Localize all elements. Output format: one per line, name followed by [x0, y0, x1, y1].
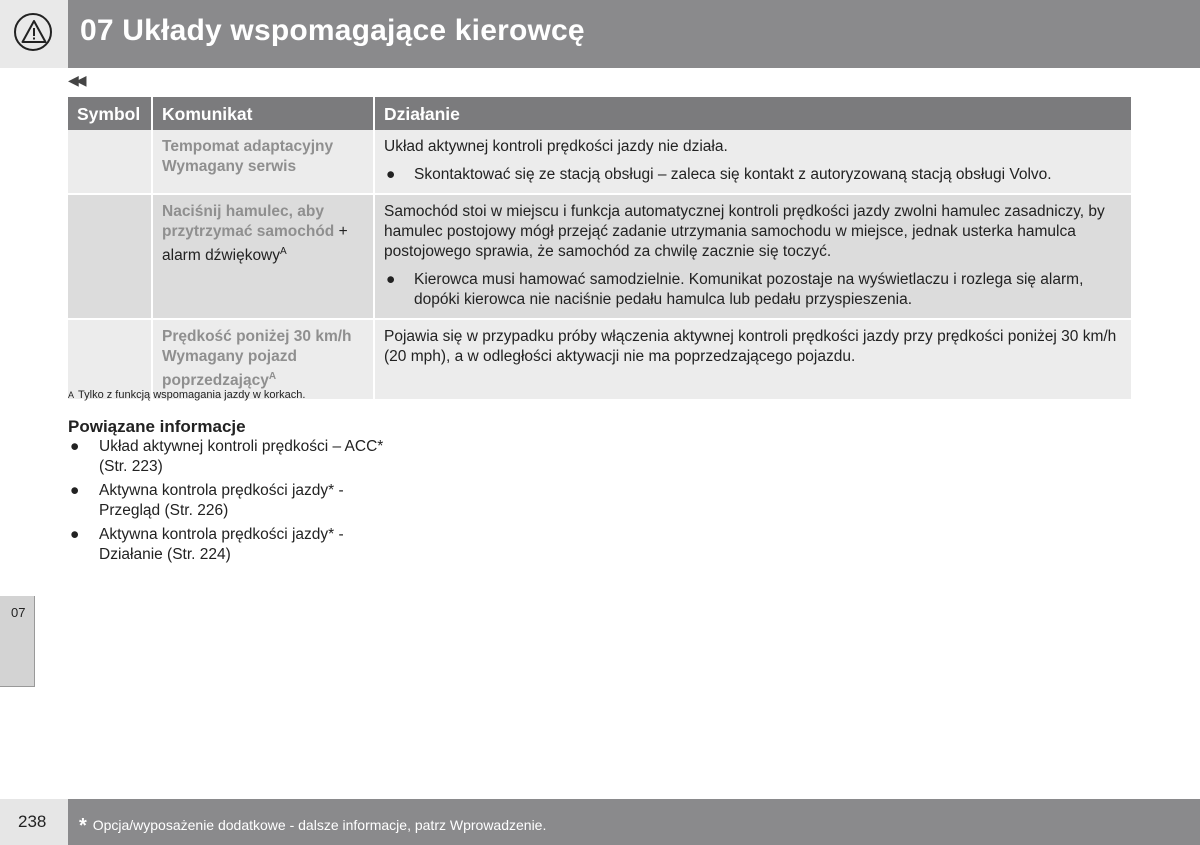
symbol-cell [68, 319, 152, 400]
related-link[interactable] [68, 481, 408, 521]
message-cell [152, 319, 374, 400]
action-cell [374, 194, 1131, 319]
footer-note-text: Opcja/wyposażenie dodatkowe - dalsze informacje, patrz Wprowadzenie. [92, 817, 547, 833]
message-suffix: + alarm dźwiękowy [162, 223, 348, 265]
related-info-title: Powiązane informacje [68, 417, 246, 436]
asterisk: * [79, 815, 87, 837]
chapter-number: 07 [11, 605, 26, 620]
footnote [68, 389, 305, 401]
message-text: Prędkość poniżej 30 km/h Wymagany pojazd poprzedzający [162, 328, 352, 390]
header-icon-area [0, 0, 68, 68]
table-row [68, 130, 1131, 194]
action-cell [374, 130, 1131, 194]
related-link[interactable] [68, 525, 408, 565]
bullet-dot: ● [70, 482, 80, 499]
action-text: Pojawia się w przypadku próby włączenia aktywnej kontroli prędkości jazdy przy prędkości poniżej 30 km/h (20 mph), a w odległości aktywacji nie ma poprzedzającego pojazdu. [384, 328, 1117, 365]
action-cell [374, 319, 1131, 400]
message-text: Naciśnij hamulec, aby przytrzymać samochód [162, 203, 335, 240]
page-title: 07 Układy wspomagające kierowcę [80, 14, 585, 47]
footnote-ref: A [268, 371, 277, 382]
related-link-text[interactable]: Aktywna kontrola prędkości jazdy* - Przegląd (Str. 226) [99, 482, 344, 519]
action-bullet [384, 165, 1122, 185]
chapter-tab[interactable] [0, 596, 35, 687]
symbol-cell [68, 130, 152, 194]
related-info-list [68, 437, 408, 569]
action-text: Układ aktywnej kontroli prędkości jazdy nie działa. [384, 138, 728, 155]
bullet-dot: ● [386, 271, 396, 288]
message-cell [152, 194, 374, 319]
warning-triangle-icon [14, 13, 52, 51]
double-left-arrow-icon[interactable]: ◀◀ [68, 72, 84, 88]
header-bar [68, 0, 1200, 68]
bullet-text: Kierowca musi hamować samodzielnie. Komunikat pozostaje na wyświetlaczu i rozlega się alarm, dopóki kierowca nie naciśnie pedału hamulca lub pedału przyspieszenia. [414, 271, 1084, 308]
related-link[interactable] [68, 437, 408, 477]
action-bullet [384, 270, 1122, 310]
message-cell [152, 130, 374, 194]
column-header-action: Działanie [374, 97, 1131, 130]
footnote-ref: A [280, 246, 287, 257]
bullet-text: Skontaktować się ze stacją obsługi – zaleca się kontakt z autoryzowaną stacją obsługi Volvo. [414, 166, 1052, 183]
footer-page-area [0, 799, 68, 845]
bullet-dot: ● [70, 438, 80, 455]
footnote-mark: A [68, 390, 75, 400]
action-text: Samochód stoi w miejscu i funkcja automatycznej kontroli prędkości jazdy zwolni hamulec zasadniczy, by hamulec postojowy mógł przejąć zadanie utrzymania samochodu w miejsce, jednak usterka hamulca postojowego sprawia, że samochód za chwilę zacznie się toczyć. [384, 203, 1105, 260]
footnote-text: Tylko z funkcją wspomagania jazdy w korkach. [78, 389, 306, 401]
bullet-dot: ● [386, 166, 396, 183]
related-link-text[interactable]: Układ aktywnej kontroli prędkości – ACC* (Str. 223) [99, 438, 384, 475]
footer-note [79, 813, 546, 836]
message-text: Tempomat adaptacyjny Wymagany serwis [162, 138, 334, 175]
related-link-text[interactable]: Aktywna kontrola prędkości jazdy* - Działanie (Str. 224) [99, 526, 344, 563]
bullet-dot: ● [70, 526, 80, 543]
page-number: 238 [18, 812, 47, 831]
symbol-cell [68, 194, 152, 319]
footer-bar [68, 799, 1200, 845]
table-row [68, 319, 1131, 400]
table-header-row [68, 97, 1131, 130]
column-header-message: Komunikat [152, 97, 374, 130]
column-header-symbol: Symbol [68, 97, 152, 130]
table-row [68, 194, 1131, 319]
message-table [68, 97, 1131, 401]
